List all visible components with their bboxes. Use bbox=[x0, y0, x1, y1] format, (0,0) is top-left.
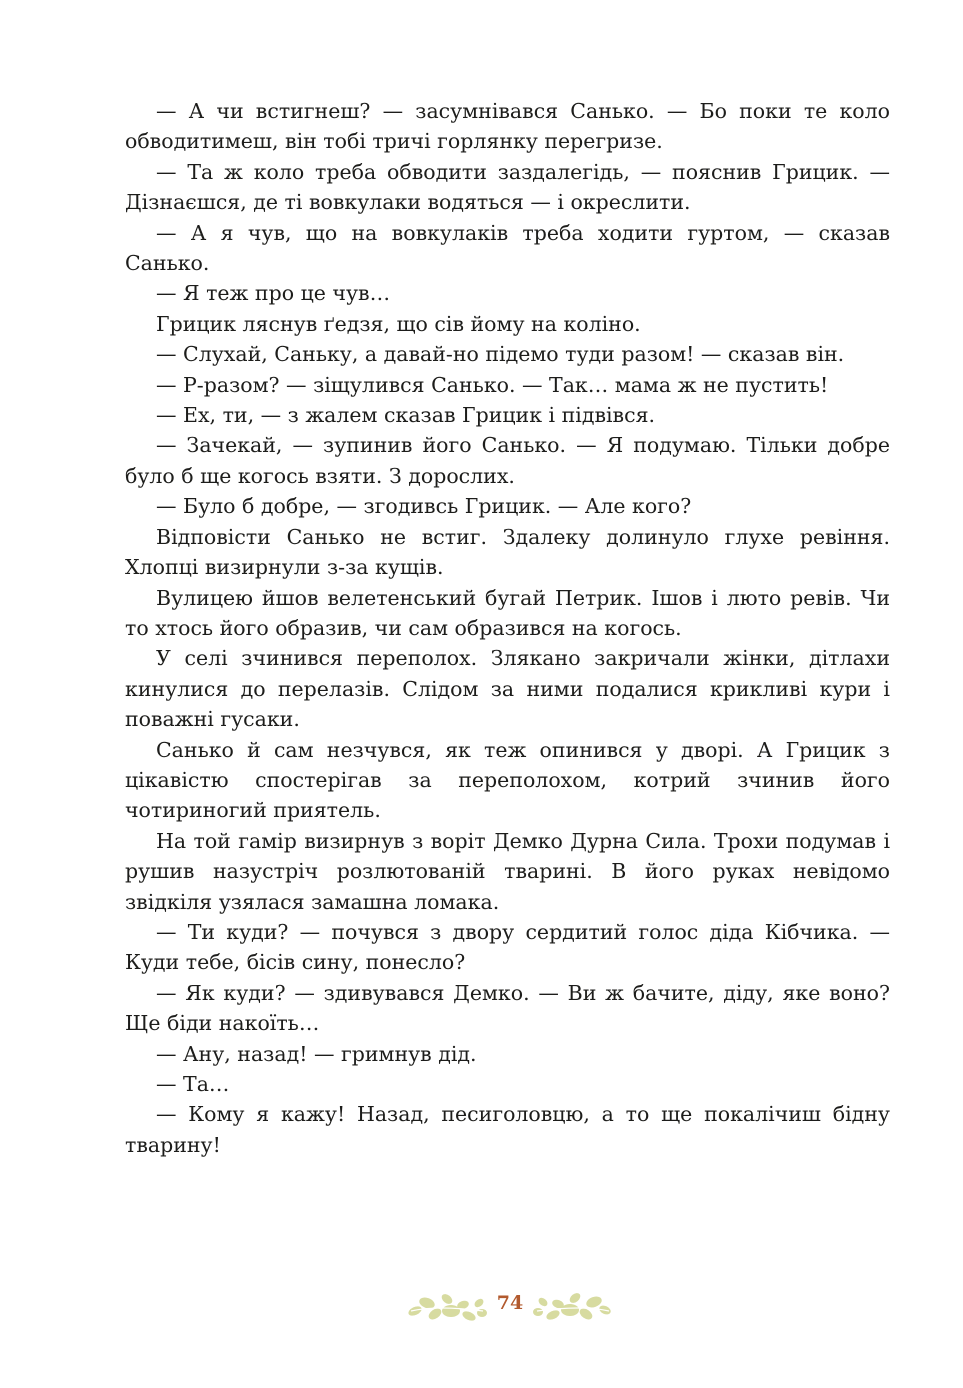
paragraph-9: — Зачекай, — зупинив його Санько. — Я подумаю. Тільки добре було б ще когось взяти. З дорослих. bbox=[125, 433, 890, 488]
paragraph-11: Відповісти Санько не встиг. Здалеку долинуло глухе ревіння. Хлопці визирнули з-за кущів. bbox=[125, 524, 890, 580]
paragraph-13: У селі зчинився переполох. Злякано закричали жінки, дітлахи кинулися до перелазів. Слідом за ними подалися крикливі кури і поважні гусаки. bbox=[125, 646, 890, 732]
page-footer bbox=[407, 1281, 612, 1329]
paragraph-7: — Р-разом? — зіщулився Санько. — Так… мама ж не пустить! bbox=[156, 372, 829, 397]
paragraph-6: — Слухай, Саньку, а давай-но підемо туди разом! — сказав він. bbox=[156, 342, 845, 367]
paragraph-14: Санько й сам незчувся, як теж опинився у дворі. А Грицик з цікавістю спостерігав за переполохом, котрий зчинив його чотириногий приятель. bbox=[125, 737, 890, 823]
paragraph-4: — Я теж про це чув… bbox=[156, 281, 391, 306]
paragraph-15: На той гамір визирнув з воріт Демко Дурна Сила. Трохи подумав і рушив назустріч розлютованій тварині. В його руках невідомо звідкіля узялася замашна ломака. bbox=[125, 828, 890, 914]
paragraph-20: — Кому я кажу! Назад, песиголовцю, а то ще покалічиш бідну тварину! bbox=[125, 1102, 890, 1157]
paragraph-17: — Як куди? — здивувався Демко. — Ви ж бачите, діду, яке воно? Ще біди накоїть… bbox=[125, 980, 890, 1036]
paragraph-8: — Ех, ти, — з жалем сказав Грицик і підвівся. bbox=[156, 403, 656, 428]
paragraph-18: — Ану, назад! — гримнув дід. bbox=[156, 1041, 477, 1066]
paragraph-12: Вулицею йшов велетенський бугай Петрик. Ішов і люто ревів. Чи то хтось його образив, чи сам образився на когось. bbox=[125, 585, 890, 640]
paragraph-1: — А чи встигнеш? — засумнівався Санько. — Бо поки те коло обводитимеш, він тобі тричі горлянку перегризе. bbox=[125, 99, 890, 154]
paragraph-3: — А я чув, що на вовкулаків треба ходити гуртом, — сказав Санько. bbox=[125, 220, 890, 276]
page-number: 74 bbox=[496, 1292, 524, 1314]
paragraph-16: — Ти куди? — почувся з двору сердитий голос діда Кібчика. — Куди тебе, бісів сину, понесло? bbox=[125, 919, 890, 975]
paragraph-5: Грицик ляснув ґедзя, що сів йому на коліно. bbox=[156, 311, 641, 336]
body-text bbox=[125, 96, 890, 1160]
paragraph-10: — Було б добре, — згодивсь Грицик. — Але кого? bbox=[156, 494, 692, 519]
paragraph-19: — Та… bbox=[156, 1072, 230, 1096]
paragraph-2: — Та ж коло треба обводити заздалегідь, — пояснив Грицик. — Дізнаєшся, де ті вовкулаки водяться — і окреслити. bbox=[125, 159, 890, 215]
